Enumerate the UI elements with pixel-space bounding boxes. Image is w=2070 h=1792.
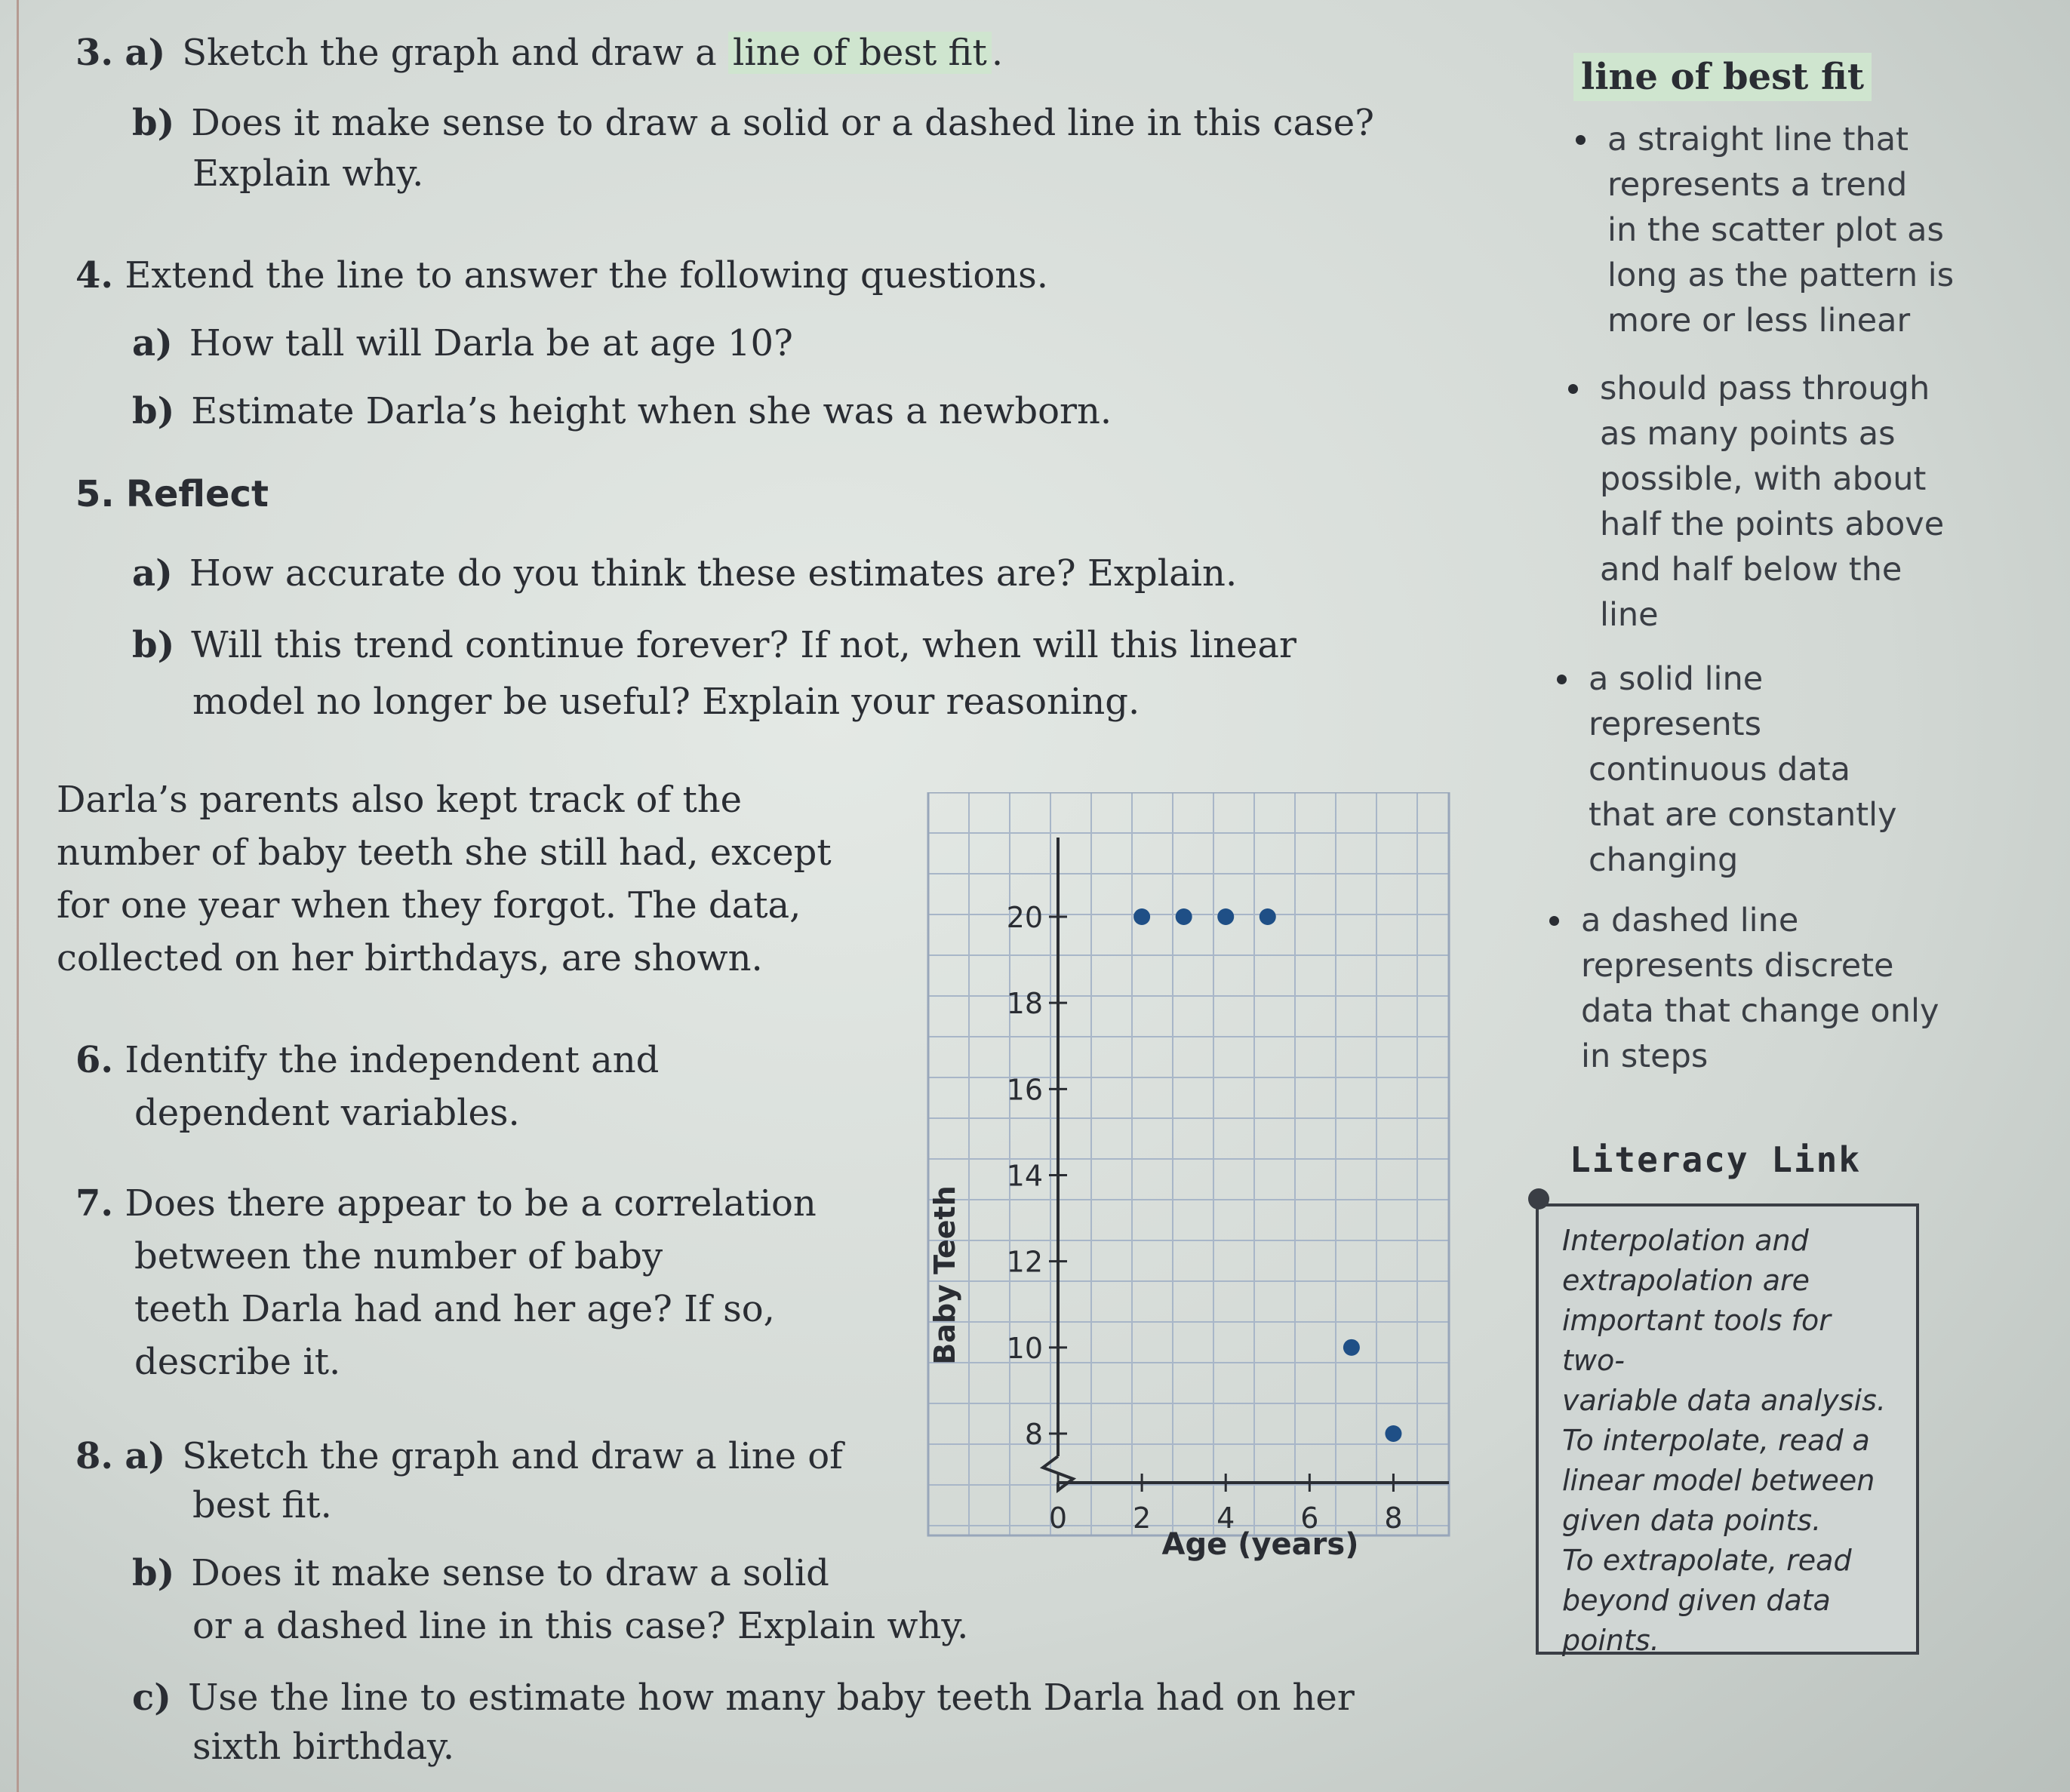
sidebar-bullet-3 [1589,656,1897,883]
question-6-number: 6. [75,1039,114,1081]
data-point [1133,908,1150,925]
question-7-line3: teeth Darla had and her age? If so, [134,1288,775,1330]
question-3b-line1: Does it make sense to draw a solid or a dashed line in this case? [191,102,1374,144]
question-8a-line1: Sketch the graph and draw a line of [182,1435,843,1477]
data-point [1343,1339,1360,1356]
question-4b [132,385,1112,438]
y-tick-label: 14 [1006,1159,1043,1193]
sidebar-bullet-3-line: a solid line [1589,660,1764,698]
literacy-line: To interpolate, read a [1562,1424,1870,1457]
question-3b [132,97,1374,149]
literacy-line: important tools for two- [1562,1304,1831,1377]
y-tick-label: 16 [1006,1073,1043,1107]
data-point [1385,1425,1401,1442]
question-5b [132,619,1296,672]
intro-line-2: number of baby teeth she still had, except [57,831,832,874]
question-4 [75,249,1048,302]
sidebar-bullet-1-line: long as the pattern is [1607,257,1955,294]
y-tick-label: 18 [1006,987,1043,1021]
sidebar-bullet-4 [1581,898,1939,1079]
question-5a [132,547,1237,600]
sidebar-bullet-3-line: that are constantly [1589,796,1897,834]
sidebar-bullet-1-line: a straight line that [1607,121,1909,158]
question-4-text: Extend the line to answer the following questions. [125,254,1049,297]
y-tick-label: 10 [1006,1331,1043,1365]
chart-points [1133,908,1401,1442]
question-5b-label: b) [132,624,175,666]
question-5a-text: How accurate do you think these estimates are? Explain. [189,552,1238,595]
x-tick-label: 0 [1048,1502,1068,1535]
page-margin-line [17,0,19,1792]
question-6-line2: dependent variables. [134,1092,520,1134]
question-7-number: 7. [75,1182,114,1225]
question-8a-line2: best fit. [192,1484,332,1526]
question-3-number: 3. [75,32,114,74]
question-4b-text: Estimate Darla’s height when she was a newborn. [191,390,1112,432]
sidebar-bullet-2-line: possible, with about [1600,460,1927,498]
literacy-line: Interpolation and [1562,1224,1809,1257]
question-7 [75,1177,817,1230]
sidebar-bullet-1-line: represents a trend [1607,166,1908,204]
intro-line-4: collected on her birthdays, are shown. [57,937,763,979]
bullet-dot-icon [1549,916,1559,926]
x-axis-label: Age (years) [1161,1527,1359,1562]
question-5b-line1: Will this trend continue forever? If not, when will this linear [191,624,1296,666]
bullet-dot-icon [1576,135,1586,145]
sidebar-bullet-4-line: a dashed line [1581,902,1799,939]
question-7-line2: between the number of baby [134,1235,663,1277]
sidebar-bullet-2 [1600,366,1944,638]
literacy-line: given data points. [1562,1504,1822,1537]
sidebar-bullet-3-line: represents [1589,705,1762,743]
question-8c-label: c) [132,1677,171,1719]
question-8-number: 8. [75,1435,114,1477]
sidebar-bullet-1 [1607,117,1954,343]
question-8c-line2: sixth birthday. [192,1726,455,1768]
y-tick-label: 20 [1006,901,1043,934]
sidebar-bullet-4-line: in steps [1581,1037,1709,1075]
literacy-dot-icon [1528,1188,1549,1210]
question-3a-end: . [991,32,1004,74]
question-8c-line1: Use the line to estimate how many baby teeth Darla had on her [187,1677,1355,1719]
question-5 [75,468,269,521]
sidebar-bullet-2-line: and half below the [1600,551,1902,589]
sidebar-bullet-1-line: more or less linear [1607,302,1911,340]
y-tick-label: 8 [1024,1418,1043,1451]
x-tick-label: 2 [1133,1502,1152,1535]
sidebar-bullet-4-line: represents discrete [1581,947,1894,985]
question-4-number: 4. [75,254,114,297]
question-3a-label: a) [125,32,166,74]
bullet-dot-icon [1557,675,1567,684]
question-3a [75,26,1003,79]
data-point [1176,908,1192,925]
question-8b-label: b) [132,1552,175,1594]
literacy-line: beyond given data [1562,1584,1831,1617]
question-4a-label: a) [132,322,173,364]
baby-teeth-scatter-plot [921,792,1479,1585]
x-tick-label: 8 [1384,1502,1403,1535]
sidebar-bullet-2-line: as many points as [1600,415,1896,453]
question-3a-text: Sketch the graph and draw a [182,32,728,74]
question-4a-text: How tall will Darla be at age 10? [189,322,793,364]
bullet-dot-icon [1568,384,1578,394]
sidebar-bullet-3-line: continuous data [1589,751,1851,788]
question-8a-label: a) [125,1435,166,1477]
x-tick-label: 6 [1300,1502,1319,1535]
question-5a-label: a) [132,552,173,595]
question-4b-label: b) [132,390,175,432]
literacy-line: To extrapolate, read [1562,1544,1852,1577]
question-5b-line2: model no longer be useful? Explain your reasoning. [192,681,1140,723]
question-8a [75,1430,843,1483]
question-8b [132,1547,829,1600]
literacy-line: linear model between [1562,1464,1875,1497]
question-5-title: Reflect [125,473,269,515]
y-axis-label: Baby Teeth [928,1185,961,1365]
data-point [1217,908,1234,925]
literacy-link-title: Literacy Link [1570,1139,1862,1180]
sidebar-bullet-2-line: half the points above [1600,506,1945,543]
sidebar-bullet-3-line: changing [1589,841,1739,879]
question-8c [132,1671,1355,1724]
sidebar-bullet-2-line: should pass through [1600,370,1930,407]
question-8b-line1: Does it make sense to draw a solid [191,1552,829,1594]
sidebar-bullet-2-line: line [1600,596,1659,634]
literacy-line: points. [1562,1624,1659,1657]
literacy-link-text [1562,1221,1902,1661]
data-point [1260,908,1276,925]
literacy-line: extrapolation are [1562,1264,1810,1297]
sidebar-term: line of best fit [1573,53,1872,101]
intro-line-1: Darla’s parents also kept track of the [57,779,743,821]
chart-axes [1043,838,1449,1490]
question-7-line4: describe it. [134,1341,341,1383]
question-5-number: 5. [75,473,115,515]
question-3a-term: line of best fit [728,32,992,74]
sidebar-bullet-1-line: in the scatter plot as [1607,211,1944,249]
question-6 [75,1034,659,1087]
sidebar-bullet-4-line: data that change only [1581,992,1939,1030]
question-8b-line2: or a dashed line in this case? Explain why. [192,1605,969,1647]
literacy-line: variable data analysis. [1562,1384,1886,1417]
question-3b-line2: Explain why. [192,152,424,195]
intro-line-3: for one year when they forgot. The data, [57,884,801,927]
question-3b-label: b) [132,102,175,144]
y-tick-label: 12 [1006,1245,1043,1279]
question-7-line1: Does there appear to be a correlation [125,1182,817,1225]
question-6-line1: Identify the independent and [125,1039,660,1081]
question-4a [132,317,793,370]
x-tick-label: 4 [1216,1502,1235,1535]
